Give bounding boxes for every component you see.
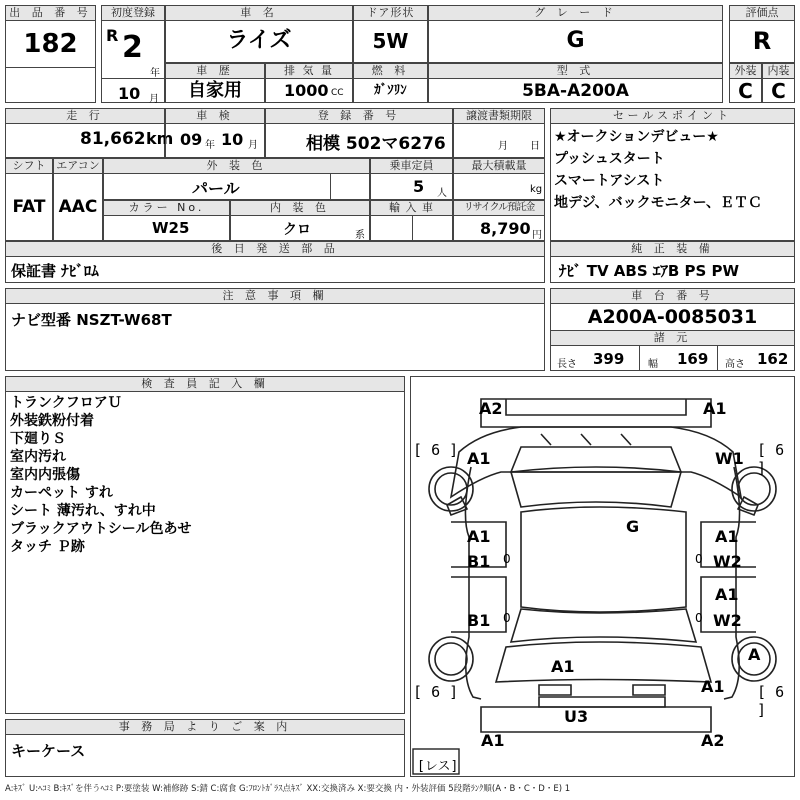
ac-box	[53, 158, 103, 241]
inspector-line: トランクフロアＵ	[10, 395, 122, 411]
office-box	[5, 719, 405, 777]
damage-mark: A2	[479, 399, 503, 418]
plate-box	[265, 108, 453, 158]
shift-box	[5, 158, 53, 241]
capacity-box	[370, 158, 453, 200]
damage-mark: U3	[564, 707, 589, 726]
damage-mark: A1	[715, 527, 739, 546]
insp-year-unit: 年	[205, 140, 215, 151]
sales-points-label: セールスポイント	[551, 109, 794, 124]
dims-label: 諸 元	[551, 330, 794, 346]
sales-points-list	[551, 124, 794, 216]
lot-number: 182	[23, 29, 78, 59]
chassis-label: 車 台 番 号	[551, 289, 794, 304]
recycle-unit: 円	[532, 230, 542, 241]
car-outline	[411, 377, 794, 776]
door-handle-mark: 0	[695, 552, 703, 566]
transfer-label: 譲渡書類期限	[454, 109, 544, 124]
chassis-box	[550, 288, 795, 371]
displacement-label: 排 気 量	[266, 64, 352, 79]
grade-label: グ レ ー ド	[429, 6, 722, 21]
office-label: 事 務 局 よ り ご 案 内	[6, 720, 404, 735]
equipment-box	[550, 241, 795, 283]
office-note: キーケース	[11, 742, 86, 760]
damage-mark: A1	[701, 677, 725, 696]
inspection-box	[165, 108, 265, 158]
tire-fl: [ 6 ]	[413, 441, 459, 459]
load-label: 最大積載量	[454, 159, 544, 174]
notes-box	[5, 288, 545, 371]
door-handle-mark: 0	[503, 611, 511, 625]
recycle-box	[453, 200, 545, 241]
inspector-box	[5, 376, 405, 714]
length: 399	[593, 350, 625, 368]
inspector-line: 室内内張傷	[10, 467, 80, 483]
ext-box	[729, 63, 762, 103]
damage-mark: A	[748, 645, 761, 664]
inspector-label: 検 査 員 記 入 欄	[6, 377, 404, 392]
notes: ナビ型番 NSZT-W68T	[11, 311, 172, 329]
transfer-month-unit: 月	[498, 141, 508, 152]
car-name-label: 車 名	[166, 6, 352, 21]
displacement-box	[265, 63, 353, 103]
fuel-label: 燃 料	[354, 64, 427, 79]
score: R	[752, 27, 772, 55]
damage-mark: A2	[701, 731, 725, 750]
sales-point: ★オークションデビュー★	[554, 129, 719, 145]
score-box	[729, 5, 795, 63]
door-label: ドア形状	[354, 6, 427, 21]
sales-point: プッシュスタート	[554, 151, 665, 167]
interior-unit: 系	[355, 230, 365, 241]
notes-label: 注 意 事 項 欄	[6, 289, 544, 304]
insp-month: 10	[221, 130, 244, 149]
damage-diagram	[410, 376, 795, 777]
fuel: ｶﾞｿﾘﾝ	[374, 83, 407, 98]
import-box	[370, 200, 453, 241]
inspector-line: 外装鉄粉付着	[10, 413, 94, 429]
int-box	[762, 63, 795, 103]
ext-label: 外装	[730, 64, 761, 79]
load-box	[453, 158, 545, 200]
color-box	[103, 158, 370, 200]
tire-fr: [ 6 ]	[757, 441, 785, 477]
month-unit: 月	[149, 94, 159, 105]
height-label: 高さ	[725, 359, 745, 370]
lot-box	[5, 5, 96, 103]
plate-label: 登 録 番 号	[266, 109, 452, 124]
damage-mark: B1	[467, 552, 491, 571]
door-type: 5W	[372, 29, 409, 53]
mileage-box	[5, 108, 174, 158]
capacity-unit: 人	[437, 188, 447, 199]
door-handle-mark: 0	[695, 611, 703, 625]
damage-mark: A1	[467, 449, 491, 468]
first-reg-box	[101, 5, 165, 103]
displacement: 1000	[284, 81, 329, 100]
equipment-label: 純 正 装 備	[551, 242, 794, 257]
interior-color: クロ	[283, 222, 311, 238]
lot-label: 出 品 番 号	[6, 6, 95, 21]
height: 162	[757, 350, 789, 368]
color-no-label: カラー No.	[104, 201, 229, 216]
recycle-fee: 8,790	[480, 219, 531, 238]
inspector-line: ブラックアウトシール色あせ	[10, 521, 192, 537]
chassis-number: A200A-0085031	[587, 306, 758, 328]
inspector-line: タッチ Ｐ跡	[10, 539, 85, 555]
equipment: ﾅﾋﾞ TV ABS ｴｱB PS PW	[559, 262, 740, 280]
mileage: 81,662	[80, 129, 146, 149]
door-box	[353, 5, 428, 63]
history-label: 車 歴	[166, 64, 264, 79]
width-label: 幅	[648, 359, 658, 370]
car-name-box	[165, 5, 353, 63]
inspector-line: シート 薄汚れ、すれ中	[10, 503, 156, 519]
damage-mark: W2	[713, 552, 742, 571]
capacity-label: 乗車定員	[371, 159, 452, 174]
color-no-box	[103, 200, 230, 241]
length-label: 長さ	[557, 359, 577, 370]
first-reg-label: 初度登録	[102, 6, 164, 21]
history-box	[165, 63, 265, 103]
grade: G	[566, 28, 585, 53]
damage-mark: A1	[703, 399, 727, 418]
shift-label: シフト	[6, 159, 52, 174]
reg-year: 2	[122, 30, 143, 65]
recycle-label: リサイクル預託金	[454, 201, 544, 216]
inspection-label: 車 検	[166, 109, 264, 124]
displacement-unit: CC	[331, 88, 344, 98]
ac: AAC	[58, 197, 98, 217]
legend: A:ｷｽﾞ U:ﾍｺﾐ B:ｷｽﾞを伴うﾍｺﾐ P:要塗装 W:補修跡 S:錆 C:腐食 G:ﾌﾛﾝﾄｶﾞﾗｽ点ｷｽﾞ XX:交換済み X:要交換 内・外装評価 5段階ﾗﾝｸ順(A・B・C・D・E) 1	[5, 784, 571, 794]
interior-label: 内 装 色	[231, 201, 369, 216]
damage-mark: B1	[467, 611, 491, 630]
sales-point: 地デジ、バックモニター、ＥＴＣ	[554, 195, 763, 211]
damage-mark: A1	[715, 585, 739, 604]
damage-mark: A1	[481, 731, 505, 750]
sales-points-box	[550, 108, 795, 241]
model-label: 型 式	[429, 64, 722, 79]
insp-year: 09	[180, 130, 203, 149]
later-parts-box	[5, 241, 545, 283]
damage-mark: G	[626, 517, 640, 536]
damage-mark: W2	[713, 611, 742, 630]
grade-box	[428, 5, 723, 63]
transfer-day-unit: 日	[530, 141, 540, 152]
score-label: 評価点	[730, 6, 794, 21]
inspector-line: カーペット すれ	[10, 485, 113, 501]
tire-rl: [ 6 ]	[413, 683, 459, 701]
inspector-line: 室内汚れ	[10, 449, 66, 465]
damage-mark: A1	[467, 527, 491, 546]
later-parts-label: 後 日 発 送 部 品	[6, 242, 544, 257]
door-handle-mark: 0	[503, 552, 511, 566]
inspector-notes	[6, 392, 404, 558]
tire-rr: [ 6 ]	[757, 683, 785, 719]
car-name: ライズ	[226, 28, 292, 53]
int-score: C	[771, 79, 786, 103]
sales-point: スマートアシスト	[554, 173, 665, 189]
load-unit: kg	[530, 184, 543, 195]
width: 169	[677, 350, 709, 368]
mileage-label: 走 行	[6, 109, 164, 124]
damage-mark: W1	[715, 449, 744, 468]
reg-month: 10	[118, 84, 141, 103]
fuel-box	[353, 63, 428, 103]
year-unit: 年	[150, 68, 160, 79]
model-box	[428, 63, 723, 103]
inspector-line: 下廻りＳ	[10, 431, 66, 447]
damage-mark: A1	[551, 657, 575, 676]
interior-box	[230, 200, 370, 241]
ext-score: C	[738, 79, 753, 103]
color: パール	[192, 179, 240, 198]
color-no: W25	[152, 219, 190, 237]
plate-number: 相模 502マ6276	[306, 134, 446, 154]
import-label: 輸 入 車	[371, 201, 452, 216]
ac-label: エアコン	[54, 159, 102, 174]
model-code: 5BA-A200A	[522, 81, 629, 101]
era: R	[106, 26, 119, 45]
insp-month-unit: 月	[248, 140, 258, 151]
history: 自家用	[188, 80, 242, 101]
int-label: 内装	[763, 64, 794, 79]
later-parts: 保証書 ﾅﾋﾞﾛﾑ	[11, 262, 99, 280]
shift: FAT	[12, 197, 46, 217]
mileage-unit: km	[146, 129, 174, 148]
transfer-box	[453, 108, 545, 158]
spare-tire: [レス]	[417, 759, 459, 774]
color-label: 外 装 色	[104, 159, 369, 174]
capacity: 5	[413, 177, 425, 196]
